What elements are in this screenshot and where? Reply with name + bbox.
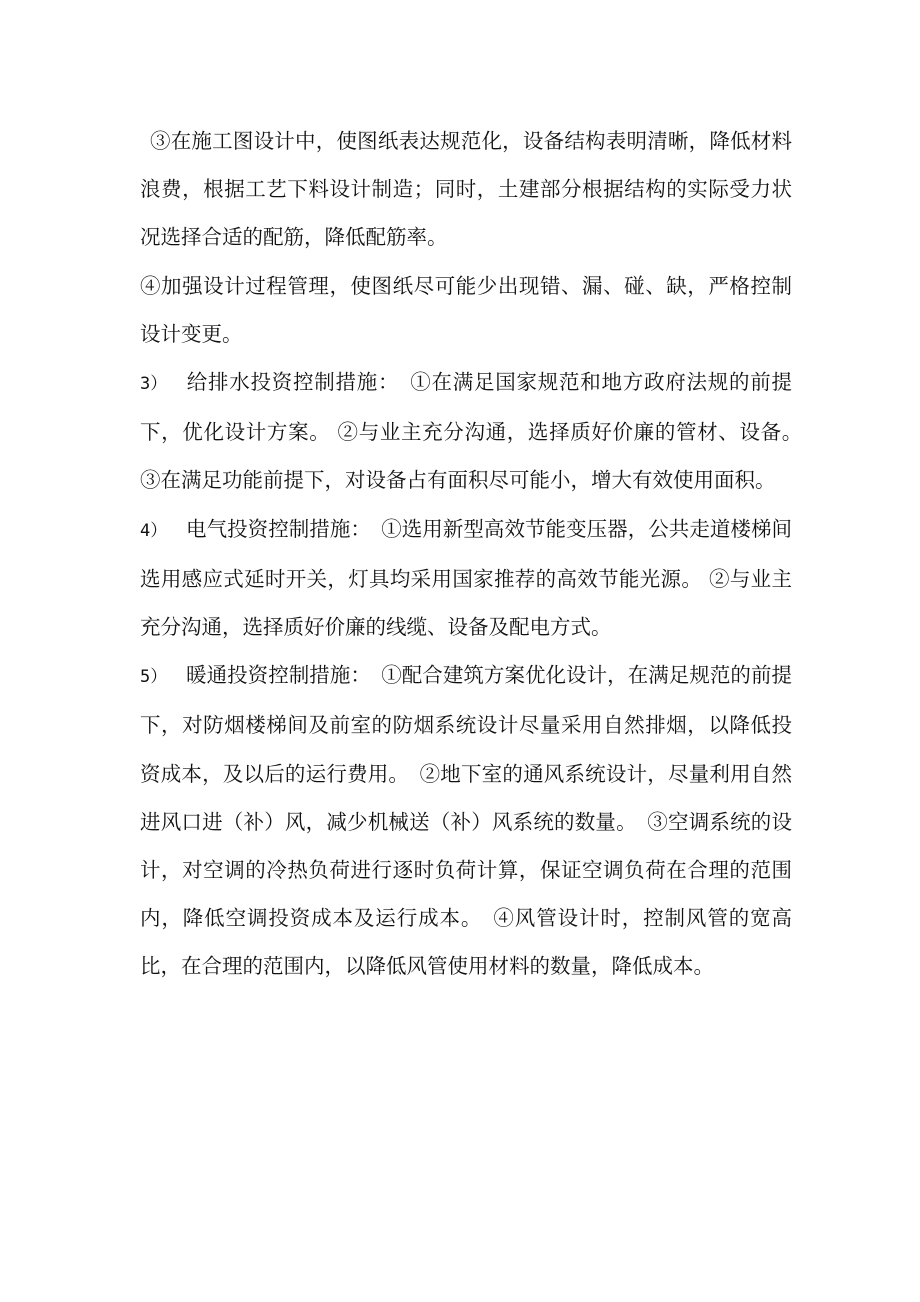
- paragraph-number: 5）: [140, 667, 168, 688]
- document-body: [140, 117, 813, 991]
- paragraph-text: 给排水投资控制措施： ①在满足国家规范和地方政府法规的前提下，优化设计方案。 ②与业主充分沟通，选择质好价廉的管材、设备。 ③在满足功能前提下，对设备占有面积尽可能小，增大有效使用面积。: [140, 370, 813, 493]
- paragraph-text: ④加强设计过程管理，使图纸尽可能少出现错、漏、碰、缺，严格控制设计变更。: [140, 273, 792, 346]
- paragraph-text: ③在施工图设计中，使图纸表达规范化，设备结构表明清晰，降低材料浪费，根据工艺下料设计制造；同时，土建部分根据结构的实际受力状况选择合适的配筋，降低配筋率。: [140, 129, 792, 250]
- paragraph-number: 4）: [140, 520, 168, 541]
- paragraph-water-supply-drainage: [140, 358, 813, 505]
- paragraph-electrical: [140, 505, 792, 652]
- paragraph-text: 电气投资控制措施： ①选用新型高效节能变压器，公共走道楼梯间选用感应式延时开关，灯具均采用国家推荐的高效节能光源。 ②与业主充分沟通，选择质好价廉的线缆、设备及配电方式。: [140, 516, 792, 640]
- paragraph-text: 暖通投资控制措施： ①配合建筑方案优化设计，在满足规范的前提下，对防烟楼梯间及前室的防烟系统设计尽量采用自然排烟，以降低投资成本，及以后的运行费用。 ②地下室的通风系统设计，尽量利用自然进风口进（补）风，减少机械送（补）风系统的数量。 ③空调系统的设计，对空调的冷热负荷进行逐时负荷计算，保证空调负荷在合理的范围内，降低空调投资成本及运行成本。 ④风管设计时，控制风管的宽高比，在合理的范围内，以降低风管使用材料的数量，降低成本。: [140, 663, 792, 979]
- paragraph-design-process-management: [140, 262, 792, 358]
- paragraph-number: 3）: [140, 374, 168, 395]
- paragraph-drawing-standardization: [140, 117, 792, 262]
- paragraph-hvac: [140, 651, 792, 990]
